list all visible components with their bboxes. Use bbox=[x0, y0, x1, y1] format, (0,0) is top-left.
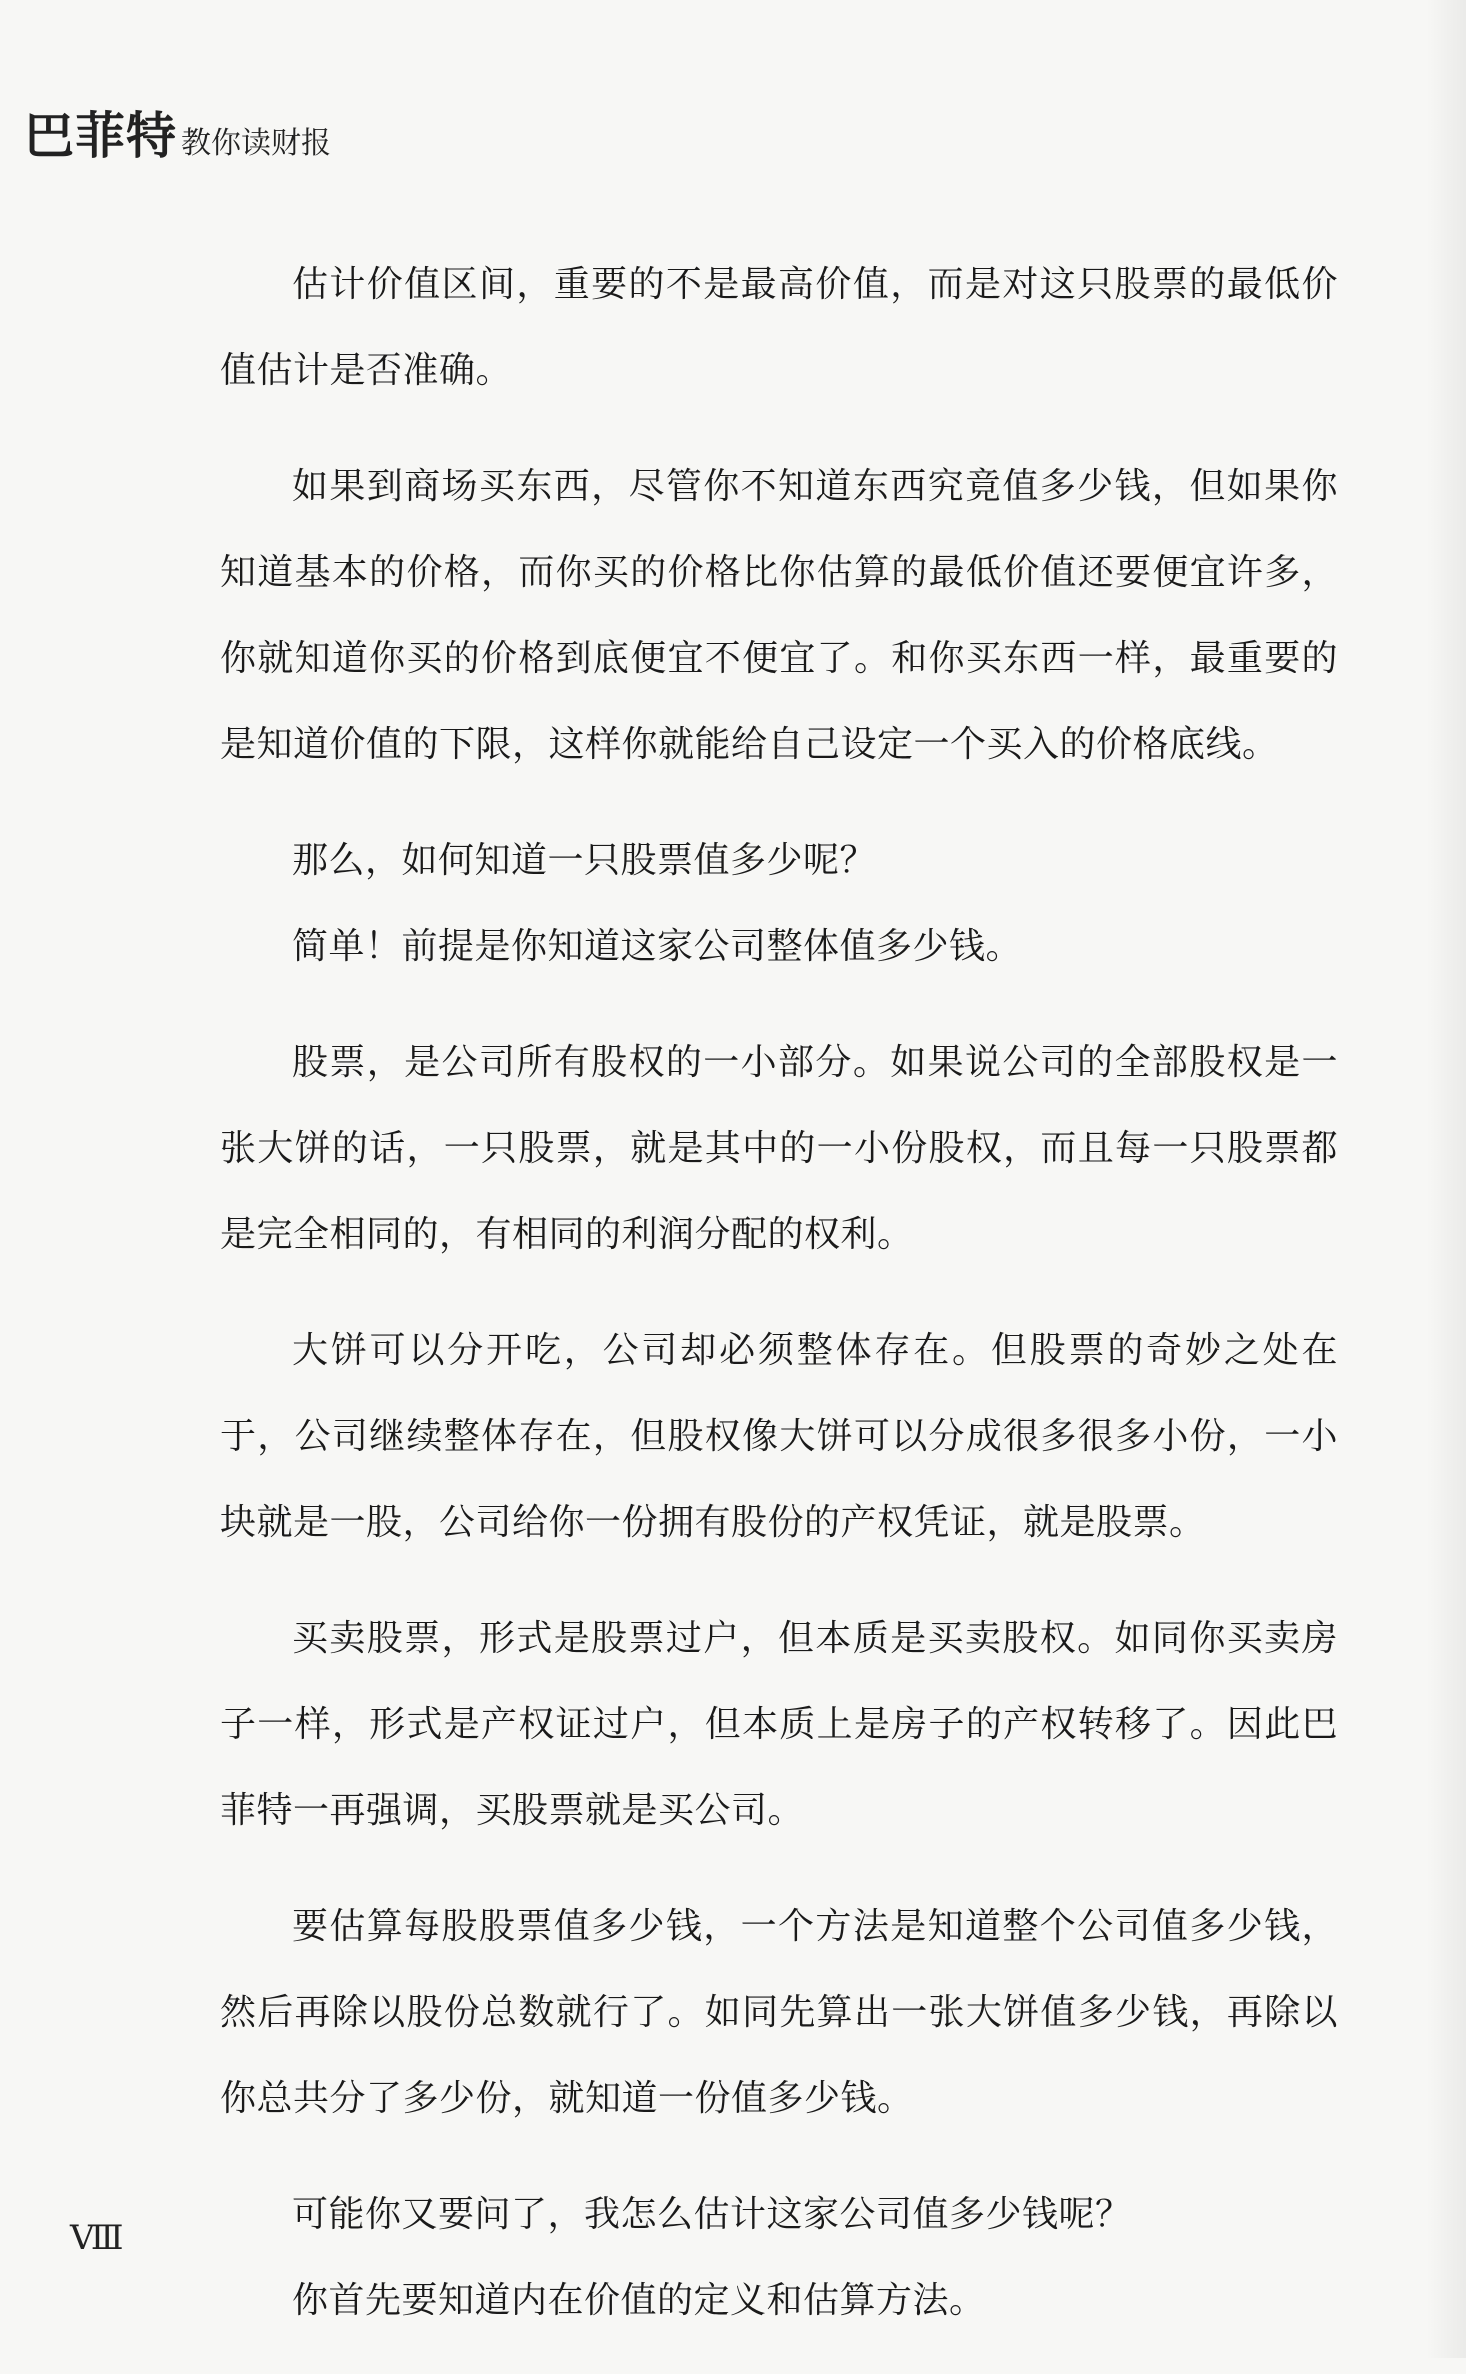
paragraph: 那么，如何知道一只股票值多少呢？ bbox=[292, 840, 877, 881]
paragraph: 大饼可以分开吃，公司却必须整体存在。但股票的奇妙之处在于，公司继续整体存在，但股权像大饼可以分成很多很多小份，一小块就是一股，公司给你一份拥有股份的产权凭证，就是股票。 bbox=[220, 1330, 1338, 1543]
book-subtitle: 教你读财报 bbox=[181, 126, 331, 161]
page-number: Ⅷ bbox=[70, 2218, 122, 2258]
paragraph: 买卖股票，形式是股票过户，但本质是买卖股权。如同你买卖房子一样，形式是产权证过户，但本质上是房子的产权转移了。因此巴菲特一再强调，买股票就是买公司。 bbox=[220, 1618, 1338, 1831]
paragraph: 估计价值区间，重要的不是最高价值，而是对这只股票的最低价值估计是否准确。 bbox=[220, 264, 1338, 391]
paragraph: 股票，是公司所有股权的一小部分。如果说公司的全部股权是一张大饼的话，一只股票，就是其中的一小份股权，而且每一只股票都是完全相同的，有相同的利润分配的权利。 bbox=[220, 1042, 1338, 1255]
paragraph: 如果到商场买东西，尽管你不知道东西究竟值多少钱，但如果你知道基本的价格，而你买的价格比你估算的最低价值还要便宜许多，你就知道你买的价格到底便宜不便宜了。和你买东西一样，最重要的是知道价值的下限，这样你就能给自己设定一个买入的价格底线。 bbox=[220, 466, 1338, 765]
running-header bbox=[24, 96, 331, 168]
book-brand: 巴菲特 bbox=[24, 107, 177, 165]
paragraph: 可能你又要问了，我怎么估计这家公司值多少钱呢？ bbox=[292, 2194, 1132, 2235]
paragraph: 你首先要知道内在价值的定义和估算方法。 bbox=[292, 2280, 986, 2321]
paragraph: 要估算每股股票值多少钱，一个方法是知道整个公司值多少钱，然后再除以股份总数就行了。如同先算出一张大饼值多少钱，再除以你总共分了多少份，就知道一份值多少钱。 bbox=[220, 1906, 1338, 2119]
body-text bbox=[220, 242, 1338, 2374]
page-edge-shadow bbox=[1426, 0, 1466, 2358]
paragraph: 简单！前提是你知道这家公司整体值多少钱。 bbox=[292, 926, 1023, 967]
